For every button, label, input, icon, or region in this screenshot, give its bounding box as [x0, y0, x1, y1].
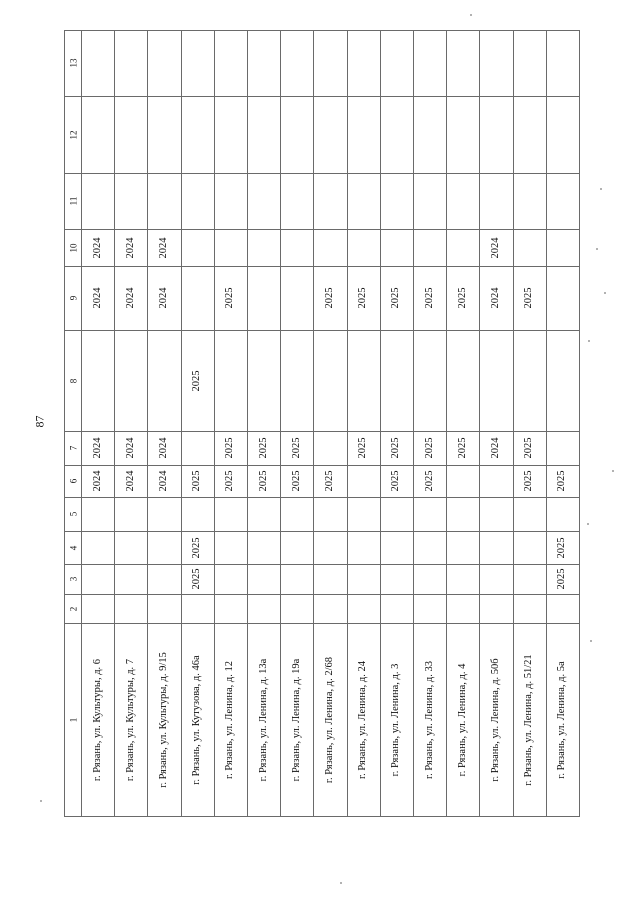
row-divider	[114, 30, 115, 816]
year-cell: 2024	[124, 237, 136, 258]
column-header: 12	[68, 130, 78, 139]
column-divider	[64, 229, 579, 230]
year-cell: 2025	[224, 287, 236, 309]
address-cell: г. Рязань, ул. Кутузова, д. 46а	[190, 654, 202, 785]
row-divider	[479, 30, 480, 816]
scan-speck	[588, 340, 590, 342]
column-divider	[64, 623, 579, 624]
scan-speck	[612, 470, 614, 472]
row-divider	[280, 30, 281, 816]
year-cell: 2025	[456, 437, 468, 459]
year-cell: 2025	[224, 470, 236, 492]
year-cell: 2025	[390, 470, 402, 492]
year-cell: 2025	[190, 370, 202, 391]
table-border-right	[579, 30, 580, 817]
column-divider	[64, 497, 579, 498]
column-divider	[64, 330, 579, 331]
scan-speck	[340, 882, 342, 884]
address-cell: г. Рязань, ул. Культуры, д. 7	[124, 658, 136, 781]
year-cell: 2025	[190, 537, 202, 558]
year-cell: 2024	[489, 437, 501, 459]
year-cell: 2024	[124, 437, 136, 459]
year-cell: 2025	[356, 287, 368, 309]
year-cell: 2025	[356, 437, 368, 459]
column-header: 2	[68, 606, 78, 611]
column-header: 11	[68, 196, 78, 206]
year-cell: 2025	[290, 470, 302, 492]
year-cell: 2025	[522, 287, 534, 309]
column-header: 6	[68, 478, 78, 484]
column-divider	[64, 266, 579, 267]
address-cell: г. Рязань, ул. Ленина, д. 5а	[556, 660, 568, 779]
scan-speck	[604, 292, 606, 294]
scan-speck	[40, 800, 42, 802]
column-header: 10	[68, 243, 78, 252]
row-divider	[214, 30, 215, 816]
column-divider	[64, 465, 579, 466]
year-cell: 2025	[257, 470, 269, 492]
scan-speck	[590, 640, 592, 642]
address-cell: г. Рязань, ул. Ленина, д. 12	[224, 660, 236, 779]
column-header: 8	[68, 378, 78, 383]
scan-speck	[596, 248, 598, 250]
year-cell: 2025	[290, 437, 302, 459]
column-divider	[64, 96, 579, 97]
year-cell: 2024	[157, 437, 169, 459]
address-cell: г. Рязань, ул. Ленина, д. 24	[356, 660, 368, 779]
page-number: 87	[32, 415, 47, 428]
address-cell: г. Рязань, ул. Культуры, д. 9/15	[157, 651, 169, 788]
year-cell: 2025	[423, 437, 435, 459]
year-cell: 2025	[522, 470, 534, 492]
year-cell: 2024	[489, 237, 501, 258]
address-cell: г. Рязань, ул. Ленина, д. 3	[390, 663, 402, 776]
scan-speck	[587, 523, 589, 525]
column-divider	[64, 564, 579, 565]
year-cell: 2024	[124, 287, 136, 309]
year-cell: 2025	[390, 437, 402, 459]
scan-speck	[470, 14, 472, 16]
year-cell: 2025	[190, 568, 202, 590]
year-cell: 2025	[190, 470, 202, 492]
column-header: 3	[68, 576, 78, 582]
year-cell: 2024	[91, 237, 103, 258]
year-cell: 2025	[556, 568, 568, 590]
table-border-bottom	[64, 816, 580, 817]
column-header: 13	[68, 58, 78, 68]
column-header: 1	[68, 717, 78, 722]
year-cell: 2025	[323, 470, 335, 492]
year-cell: 2025	[323, 287, 335, 309]
year-cell: 2025	[423, 470, 435, 492]
year-cell: 2025	[522, 437, 534, 459]
row-divider	[181, 30, 182, 816]
year-cell: 2025	[423, 287, 435, 309]
year-cell: 2024	[157, 287, 169, 309]
row-divider	[313, 30, 314, 816]
column-divider	[64, 594, 579, 595]
year-cell: 2025	[556, 537, 568, 558]
header-divider	[81, 30, 82, 816]
address-cell: г. Рязань, ул. Ленина, д. 19а	[290, 658, 302, 781]
address-cell: г. Рязань, ул. Ленина, д. 2/68	[323, 656, 335, 783]
row-divider	[347, 30, 348, 816]
row-divider	[147, 30, 148, 816]
address-cell: г. Рязань, ул. Культуры, д. 6	[91, 658, 103, 781]
year-cell: 2024	[91, 287, 103, 309]
scan-speck	[600, 188, 602, 190]
table-border-top	[64, 30, 579, 31]
row-divider	[247, 30, 248, 816]
column-header: 4	[68, 545, 78, 550]
year-cell: 2024	[157, 470, 169, 492]
row-divider	[446, 30, 447, 816]
address-cell: г. Рязань, ул. Ленина, д. 33	[423, 660, 435, 779]
year-cell: 2025	[257, 437, 269, 459]
column-divider	[64, 173, 579, 174]
column-header: 7	[68, 445, 78, 451]
address-cell: г. Рязань, ул. Ленина, д. 50б	[489, 657, 501, 782]
address-cell: г. Рязань, ул. Ленина, д. 4	[456, 663, 468, 776]
year-cell: 2025	[390, 287, 402, 309]
column-header: 9	[68, 295, 78, 301]
year-cell: 2024	[124, 470, 136, 492]
row-divider	[513, 30, 514, 816]
year-cell: 2025	[556, 470, 568, 492]
address-cell: г. Рязань, ул. Ленина, д. 13а	[257, 658, 269, 781]
column-header: 5	[68, 511, 78, 517]
year-cell: 2024	[157, 237, 169, 258]
table-border-left	[64, 30, 65, 816]
row-divider	[546, 30, 547, 816]
year-cell: 2024	[91, 470, 103, 492]
column-divider	[64, 531, 579, 532]
year-cell: 2025	[456, 287, 468, 309]
column-divider	[64, 431, 579, 432]
address-cell: г. Рязань, ул. Ленина, д. 51/21	[522, 653, 534, 786]
row-divider	[380, 30, 381, 816]
row-divider	[413, 30, 414, 816]
year-cell: 2024	[91, 437, 103, 459]
year-cell: 2024	[489, 287, 501, 309]
year-cell: 2025	[224, 437, 236, 459]
